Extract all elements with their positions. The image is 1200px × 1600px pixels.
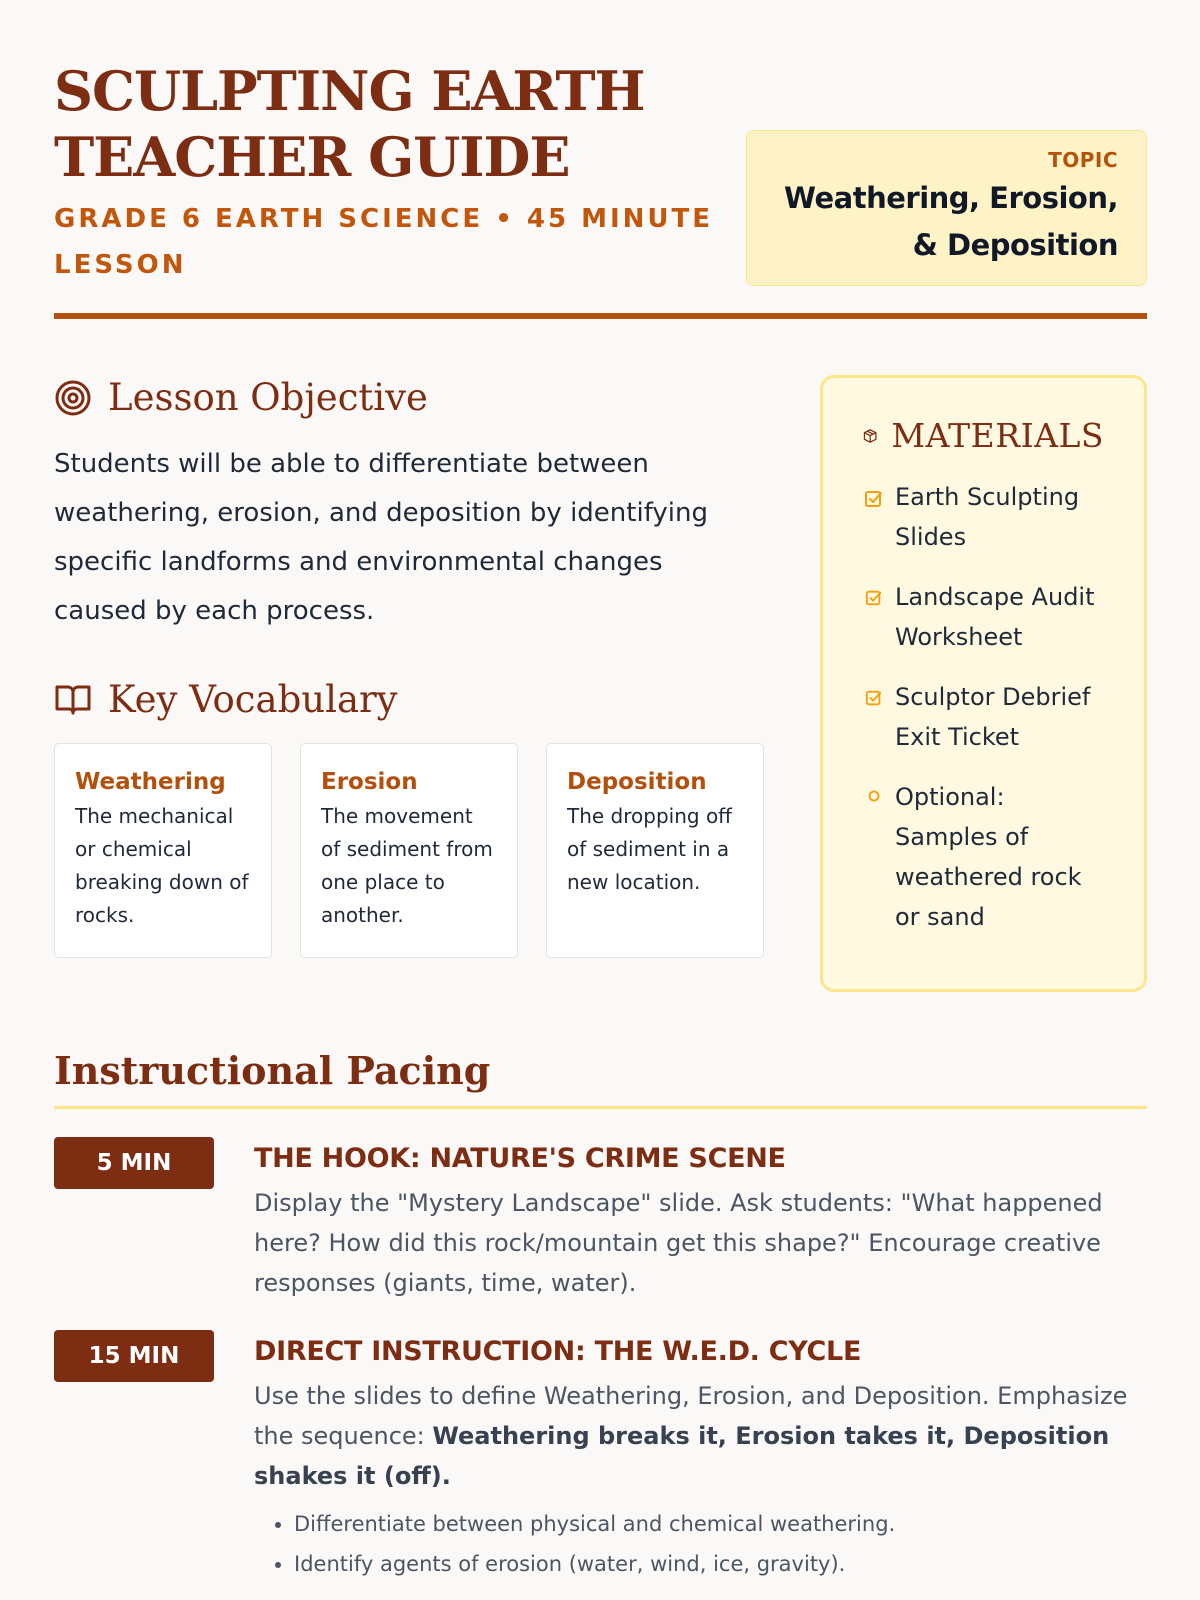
pacing-divider — [54, 1106, 1147, 1109]
materials-item-label: Sculptor Debrief Exit Ticket — [895, 683, 1091, 751]
title-line-1: SCULPTING EARTH — [54, 59, 645, 123]
vocab-term: Erosion — [321, 769, 418, 795]
checkbox-icon — [863, 689, 885, 707]
step-description-emphasis: Weathering breaks it, Erosion takes it, Deposition shakes it (off). — [254, 1422, 1110, 1490]
vocab-heading — [54, 678, 398, 721]
step-description-text: Use the slides to define Weathering, Erosion, and Deposition. Emphasize the sequence: — [254, 1382, 1128, 1450]
vocab-grid — [54, 743, 764, 958]
topic-line-2: & Deposition — [912, 228, 1118, 262]
materials-item-label: Earth Sculpting Slides — [895, 483, 1080, 551]
book-open-icon — [54, 683, 92, 717]
step-bullet: • Identify agents of erosion (water, wind, ice, gravity). — [294, 1544, 1147, 1584]
pacing-heading: Instructional Pacing — [54, 1048, 491, 1093]
step-description — [254, 1376, 1147, 1496]
materials-heading — [863, 416, 1104, 455]
topic-line-1: Weathering, Erosion, — [784, 181, 1118, 215]
vocab-card-erosion — [300, 743, 518, 958]
vocab-term: Weathering — [75, 769, 226, 795]
vocab-card-weathering — [54, 743, 272, 958]
materials-list — [863, 477, 1104, 937]
objective-heading — [54, 376, 428, 419]
title-line-2: TEACHER GUIDE — [54, 125, 570, 189]
materials-item — [863, 777, 1104, 937]
checkbox-icon — [863, 589, 885, 607]
objective-heading-label: Lesson Objective — [108, 376, 428, 419]
step-description: Display the "Mystery Landscape" slide. Ask students: "What happened here? How did this rock/mountain get this shape?" Encourage creative responses (giants, time, water). — [254, 1189, 1103, 1297]
duration-badge: 5 MIN — [54, 1137, 214, 1189]
step-body — [254, 1330, 1147, 1584]
vocab-term: Deposition — [567, 769, 707, 795]
materials-item-label: Optional: Samples of weathered rock or sand — [895, 783, 1082, 931]
step-body — [254, 1137, 1147, 1303]
header-divider — [54, 313, 1147, 319]
vocab-definition: The movement of sediment from one place to another. — [321, 804, 493, 927]
page-subtitle: GRADE 6 EARTH SCIENCE • 45 MINUTE LESSON — [54, 204, 714, 280]
step-bullets — [254, 1504, 1147, 1584]
objective-text: Students will be able to differentiate between weathering, erosion, and deposition by identifying specific landforms and environmental changes caused by each process. — [54, 449, 708, 626]
package-icon — [863, 420, 877, 452]
materials-item — [863, 577, 1104, 657]
step-title: DIRECT INSTRUCTION: THE W.E.D. CYCLE — [254, 1336, 862, 1367]
topic-label: TOPIC — [1048, 148, 1118, 172]
target-icon — [54, 379, 92, 417]
step-bullet: • Differentiate between physical and chemical weathering. — [294, 1504, 1147, 1544]
topic-value — [775, 175, 1118, 269]
vocab-definition: The mechanical or chemical breaking down of rocks. — [75, 804, 249, 927]
duration-badge: 15 MIN — [54, 1330, 214, 1382]
materials-item-label: Landscape Audit Worksheet — [895, 583, 1095, 651]
vocab-heading-label: Key Vocabulary — [108, 678, 398, 721]
circle-icon — [863, 789, 885, 803]
materials-item — [863, 677, 1104, 757]
vocab-card-deposition — [546, 743, 764, 958]
teacher-guide-page — [54, 0, 1147, 1600]
checkbox-icon — [863, 489, 885, 509]
page-title — [54, 58, 734, 190]
materials-panel — [820, 375, 1147, 992]
topic-box — [746, 130, 1147, 286]
materials-heading-label: MATERIALS — [891, 416, 1104, 455]
materials-item — [863, 477, 1104, 557]
step-title: THE HOOK: NATURE'S CRIME SCENE — [254, 1143, 786, 1174]
vocab-definition: The dropping off of sediment in a new location. — [567, 804, 732, 894]
